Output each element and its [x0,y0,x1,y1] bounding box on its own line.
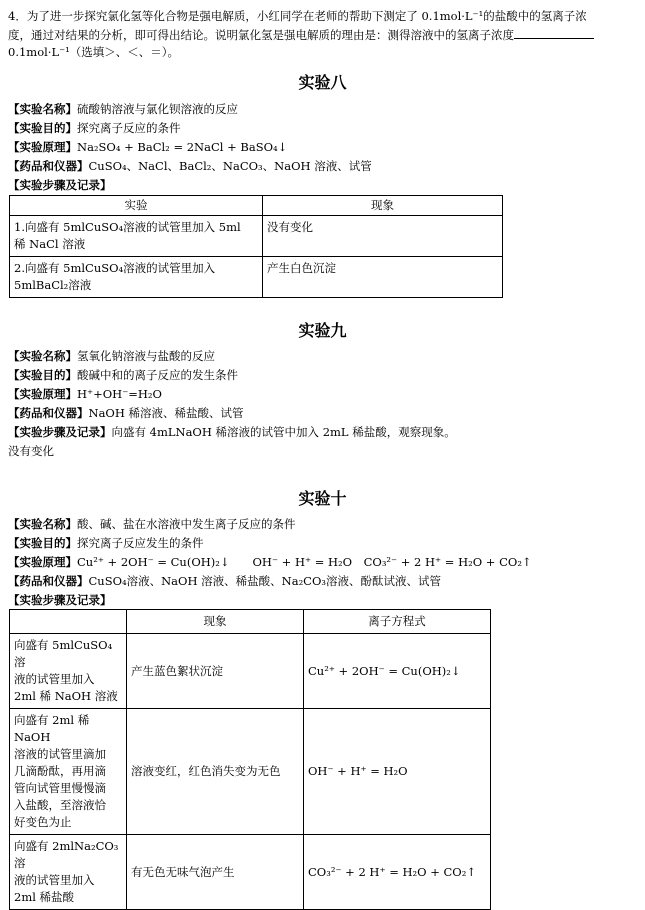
exp8-purpose [8,120,181,136]
table-row [10,835,491,910]
exp8-principle-text: Na₂SO₄ + BaCl₂ = 2NaCl + BaSO₄↓ [77,140,288,154]
exp10-steps [8,592,112,608]
cell-line: 2ml 稀盐酸 [14,890,75,904]
exp10-row2-step [10,709,127,835]
exp10-reagents-text: CuSO₄溶液、NaOH 溶液、稀盐酸、Na₂CO₃溶液、酚酞试液、试管 [88,574,442,588]
cell-line: 管向试管里慢慢滴 [14,781,106,795]
answer-blank[interactable] [514,26,594,39]
cell-line: 液的试管里加入 [14,873,95,887]
table-header-row [10,196,503,216]
exp9-title: 实验九 [298,321,347,340]
cell-line: 稀 NaCl 溶液 [14,237,86,251]
exp10-col-phenomenon: 现象 [127,610,304,634]
cell-line: 溶液的试管里滴加 [14,747,106,761]
exp9-reagents-text: NaOH 稀溶液、稀盐酸、试管 [88,406,244,420]
exp8-name-text: 硫酸钠溶液与氯化钡溶液的反应 [77,102,238,116]
q4-line-2 [8,26,594,43]
exp10-col-step [10,610,127,634]
exp8-col-experiment: 实验 [10,196,263,216]
cell-line: 2ml 稀 NaOH 溶液 [14,689,118,703]
exp9-purpose-label: 【实验目的】 [8,368,77,382]
exp10-row3-phenomenon: 有无色无味气泡产生 [127,835,304,910]
exp10-purpose-label: 【实验目的】 [8,536,77,550]
exp8-col-phenomenon: 现象 [263,196,503,216]
table-row [10,216,503,257]
exp8-purpose-label: 【实验目的】 [8,121,77,135]
exp8-title: 实验八 [298,73,347,92]
cell-line: 向盛有 2mlNa₂CO₃溶 [14,839,119,870]
exp10-row1-equation: Cu²⁺ + 2OH⁻ = Cu(OH)₂↓ [304,634,491,709]
exp9-name-label: 【实验名称】 [8,349,77,363]
exp9-principle-label: 【实验原理】 [8,387,77,401]
exp9-steps-text: 向盛有 4mLNaOH 稀溶液的试管中加入 2mL 稀盐酸，观察现象。 [111,425,456,439]
exp9-principle [8,386,162,402]
exp9-purpose [8,367,238,383]
exp9-reagents-label: 【药品和仪器】 [8,406,89,420]
exp8-purpose-text: 探究离子反应的条件 [77,121,181,135]
table-row [10,257,503,298]
exp10-row2-equation: OH⁻ + H⁺ = H₂O [304,709,491,835]
exp8-table [9,195,503,298]
q4-line-3: 0.1mol·L⁻¹（选填＞、＜、＝）。 [8,45,180,59]
exp9-reagents [8,405,244,421]
cell-line: 入盐酸，至溶液恰 [14,798,106,812]
exp8-steps [8,177,112,193]
exp8-name-label: 【实验名称】 [8,102,77,116]
exp9-steps [8,424,456,440]
exp10-name [8,516,296,532]
exp10-row2-phenomenon: 溶液变红，红色消失变为无色 [127,709,304,835]
q4-line-1: 4．为了进一步探究氯化氢等化合物是强电解质，小红同学在老师的帮助下测定了 0.1mol·L⁻¹的盐酸中的氢离子浓 [8,9,587,23]
exp8-row1-experiment [10,216,263,257]
exp10-title: 实验十 [298,489,347,508]
exp8-row1-phenomenon: 没有变化 [263,216,503,257]
exp9-principle-text: H⁺+OH⁻=H₂O [77,387,162,401]
exp8-reagents [8,158,372,174]
exp8-principle-label: 【实验原理】 [8,140,77,154]
exp10-reagents-label: 【药品和仪器】 [8,574,89,588]
exp9-purpose-text: 酸碱中和的离子反应的发生条件 [77,368,238,382]
exp8-row2-experiment [10,257,263,298]
cell-line: 几滴酚酞，再用滴 [14,764,106,778]
cell-line: 2.向盛有 5mlCuSO₄溶液的试管里加入 [14,261,216,275]
exp10-purpose-text: 探究离子反应发生的条件 [77,536,204,550]
exp10-row1-step [10,634,127,709]
exp10-purpose [8,535,204,551]
cell-line: 向盛有 5mlCuSO₄溶 [14,638,113,669]
exp10-principle-text: Cu²⁺ + 2OH⁻ = Cu(OH)₂↓ OH⁻ + H⁺ = H₂O CO₃²⁻ + 2 H⁺ = H₂O + CO₂↑ [77,555,532,569]
cell-line: 5mlBaCl₂溶液 [14,278,92,292]
exp10-name-text: 酸、碱、盐在水溶液中发生离子反应的条件 [77,517,296,531]
exp8-reagents-label: 【药品和仪器】 [8,159,89,173]
exp8-name [8,101,238,117]
exp10-table [9,609,491,910]
exp8-reagents-text: CuSO₄、NaCl、BaCl₂、NaCO₃、NaOH 溶液、试管 [88,159,372,173]
exp10-row3-step [10,835,127,910]
exp8-steps-label: 【实验步骤及记录】 [8,178,112,192]
table-row [10,709,491,835]
table-header-row [10,610,491,634]
exp9-name [8,348,215,364]
cell-line: 向盛有 2ml 稀 NaOH [14,713,90,744]
exp9-result: 没有变化 [8,444,54,458]
exp9-steps-label: 【实验步骤及记录】 [8,425,112,439]
exp10-principle [8,554,532,570]
exp10-reagents [8,573,441,589]
exp9-name-text: 氢氧化钠溶液与盐酸的反应 [77,349,215,363]
exp10-row3-equation: CO₃²⁻ + 2 H⁺ = H₂O + CO₂↑ [304,835,491,910]
exp10-principle-label: 【实验原理】 [8,555,77,569]
cell-line: 1.向盛有 5mlCuSO₄溶液的试管里加入 5ml [14,220,241,234]
q4-line-2-text: 度，通过对结果的分析，即可得出结论。说明氯化氢是强电解质的理由是：测得溶液中的氢离子浓度 [8,28,514,42]
exp10-name-label: 【实验名称】 [8,517,77,531]
cell-line: 好变色为止 [14,815,72,829]
exp8-row2-phenomenon: 产生白色沉淀 [263,257,503,298]
cell-line: 液的试管里加入 [14,672,95,686]
exp10-col-equation: 离子方程式 [304,610,491,634]
exp10-row1-phenomenon: 产生蓝色絮状沉淀 [127,634,304,709]
exp8-principle [8,139,287,155]
exp10-steps-label: 【实验步骤及记录】 [8,593,112,607]
table-row [10,634,491,709]
